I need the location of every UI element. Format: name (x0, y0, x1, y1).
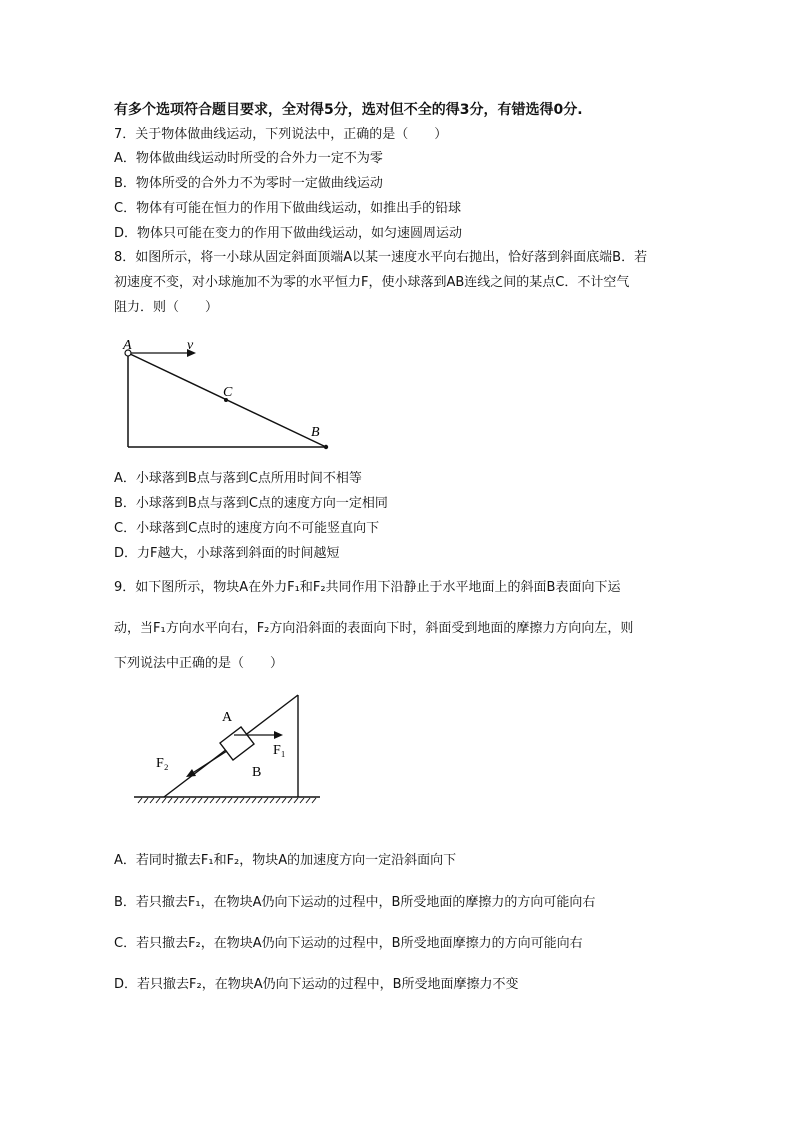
q8-option-a: A．小球落到B点与落到C点所用时间不相等 (114, 471, 362, 486)
instructions-line: 有多个选项符合题目要求，全对得5分，选对但不全的得3分，有错选得0分. (114, 102, 583, 118)
q8-stem-line-1: 8．如图所示，将一小球从固定斜面顶端A以某一速度水平向右抛出，恰好落到斜面底端B．若 (114, 250, 648, 265)
q9-stem-line-3: 下列说法中正确的是（ ） (114, 656, 284, 671)
q8-stem-line-2: 初速度不变，对小球施加不为零的水平恒力F，使小球落到AB连线之间的某点C．不计空气 (114, 275, 630, 290)
q8-option-b: B．小球落到B点与落到C点的速度方向一定相同 (114, 496, 388, 511)
q7-option-b: B．物体所受的合外力不为零时一定做曲线运动 (114, 176, 383, 191)
q9-option-d: D．若只撤去F₂，在物块A仍向下运动的过程中，B所受地面摩擦力不变 (114, 977, 519, 992)
f1-arrowhead (274, 731, 283, 739)
q8-point-b-marker (324, 445, 328, 449)
q8-label-a: A (123, 338, 132, 353)
q7-option-a: A．物体做曲线运动时所受的合外力一定不为零 (114, 151, 383, 166)
q7-option-d: D．物体只可能在变力的作用下做曲线运动，如匀速圆周运动 (114, 226, 463, 241)
q8-stem-line-3: 阻力．则（ ） (114, 300, 219, 315)
q9-stem-line-2: 动，当F₁方向水平向右，F₂方向沿斜面的表面向下时，斜面受到地面的摩擦力方向向左，则 (114, 621, 634, 636)
q8-label-b: B (311, 425, 320, 440)
q7-option-c: C．物体有可能在恒力的作用下做曲线运动，如推出手的铅球 (114, 201, 462, 216)
q8-option-d: D．力F越大，小球落到斜面的时间越短 (114, 546, 340, 561)
q8-option-c: C．小球落到C点时的速度方向不可能竖直向下 (114, 521, 380, 536)
q9-stem-line-1: 9．如下图所示，物块A在外力F₁和F₂共同作用下沿静止于水平地面上的斜面B表面向下运 (114, 580, 621, 595)
q9-figure-block-on-incline (130, 688, 326, 820)
q9-option-a: A．若同时撤去F₁和F₂，物块A的加速度方向一定沿斜面向下 (114, 853, 457, 868)
q7-stem: 7．关于物体做曲线运动，下列说法中，正确的是（ ） (114, 127, 448, 142)
q8-label-v: v (187, 338, 194, 353)
q8-figure-incline (118, 336, 334, 456)
q8-label-c: C (223, 385, 233, 400)
q9-option-b: B．若只撤去F₁，在物块A仍向下运动的过程中，B所受地面的摩擦力的方向可能向右 (114, 895, 596, 910)
q9-option-c: C．若只撤去F₂，在物块A仍向下运动的过程中，B所受地面摩擦力的方向可能向右 (114, 936, 583, 951)
q9-label-b: B (252, 765, 262, 780)
ground-hatching (138, 798, 316, 803)
q9-label-f2: F₂ (156, 756, 169, 771)
q9-label-a: A (222, 710, 233, 725)
q9-label-f1: F₁ (273, 743, 286, 758)
